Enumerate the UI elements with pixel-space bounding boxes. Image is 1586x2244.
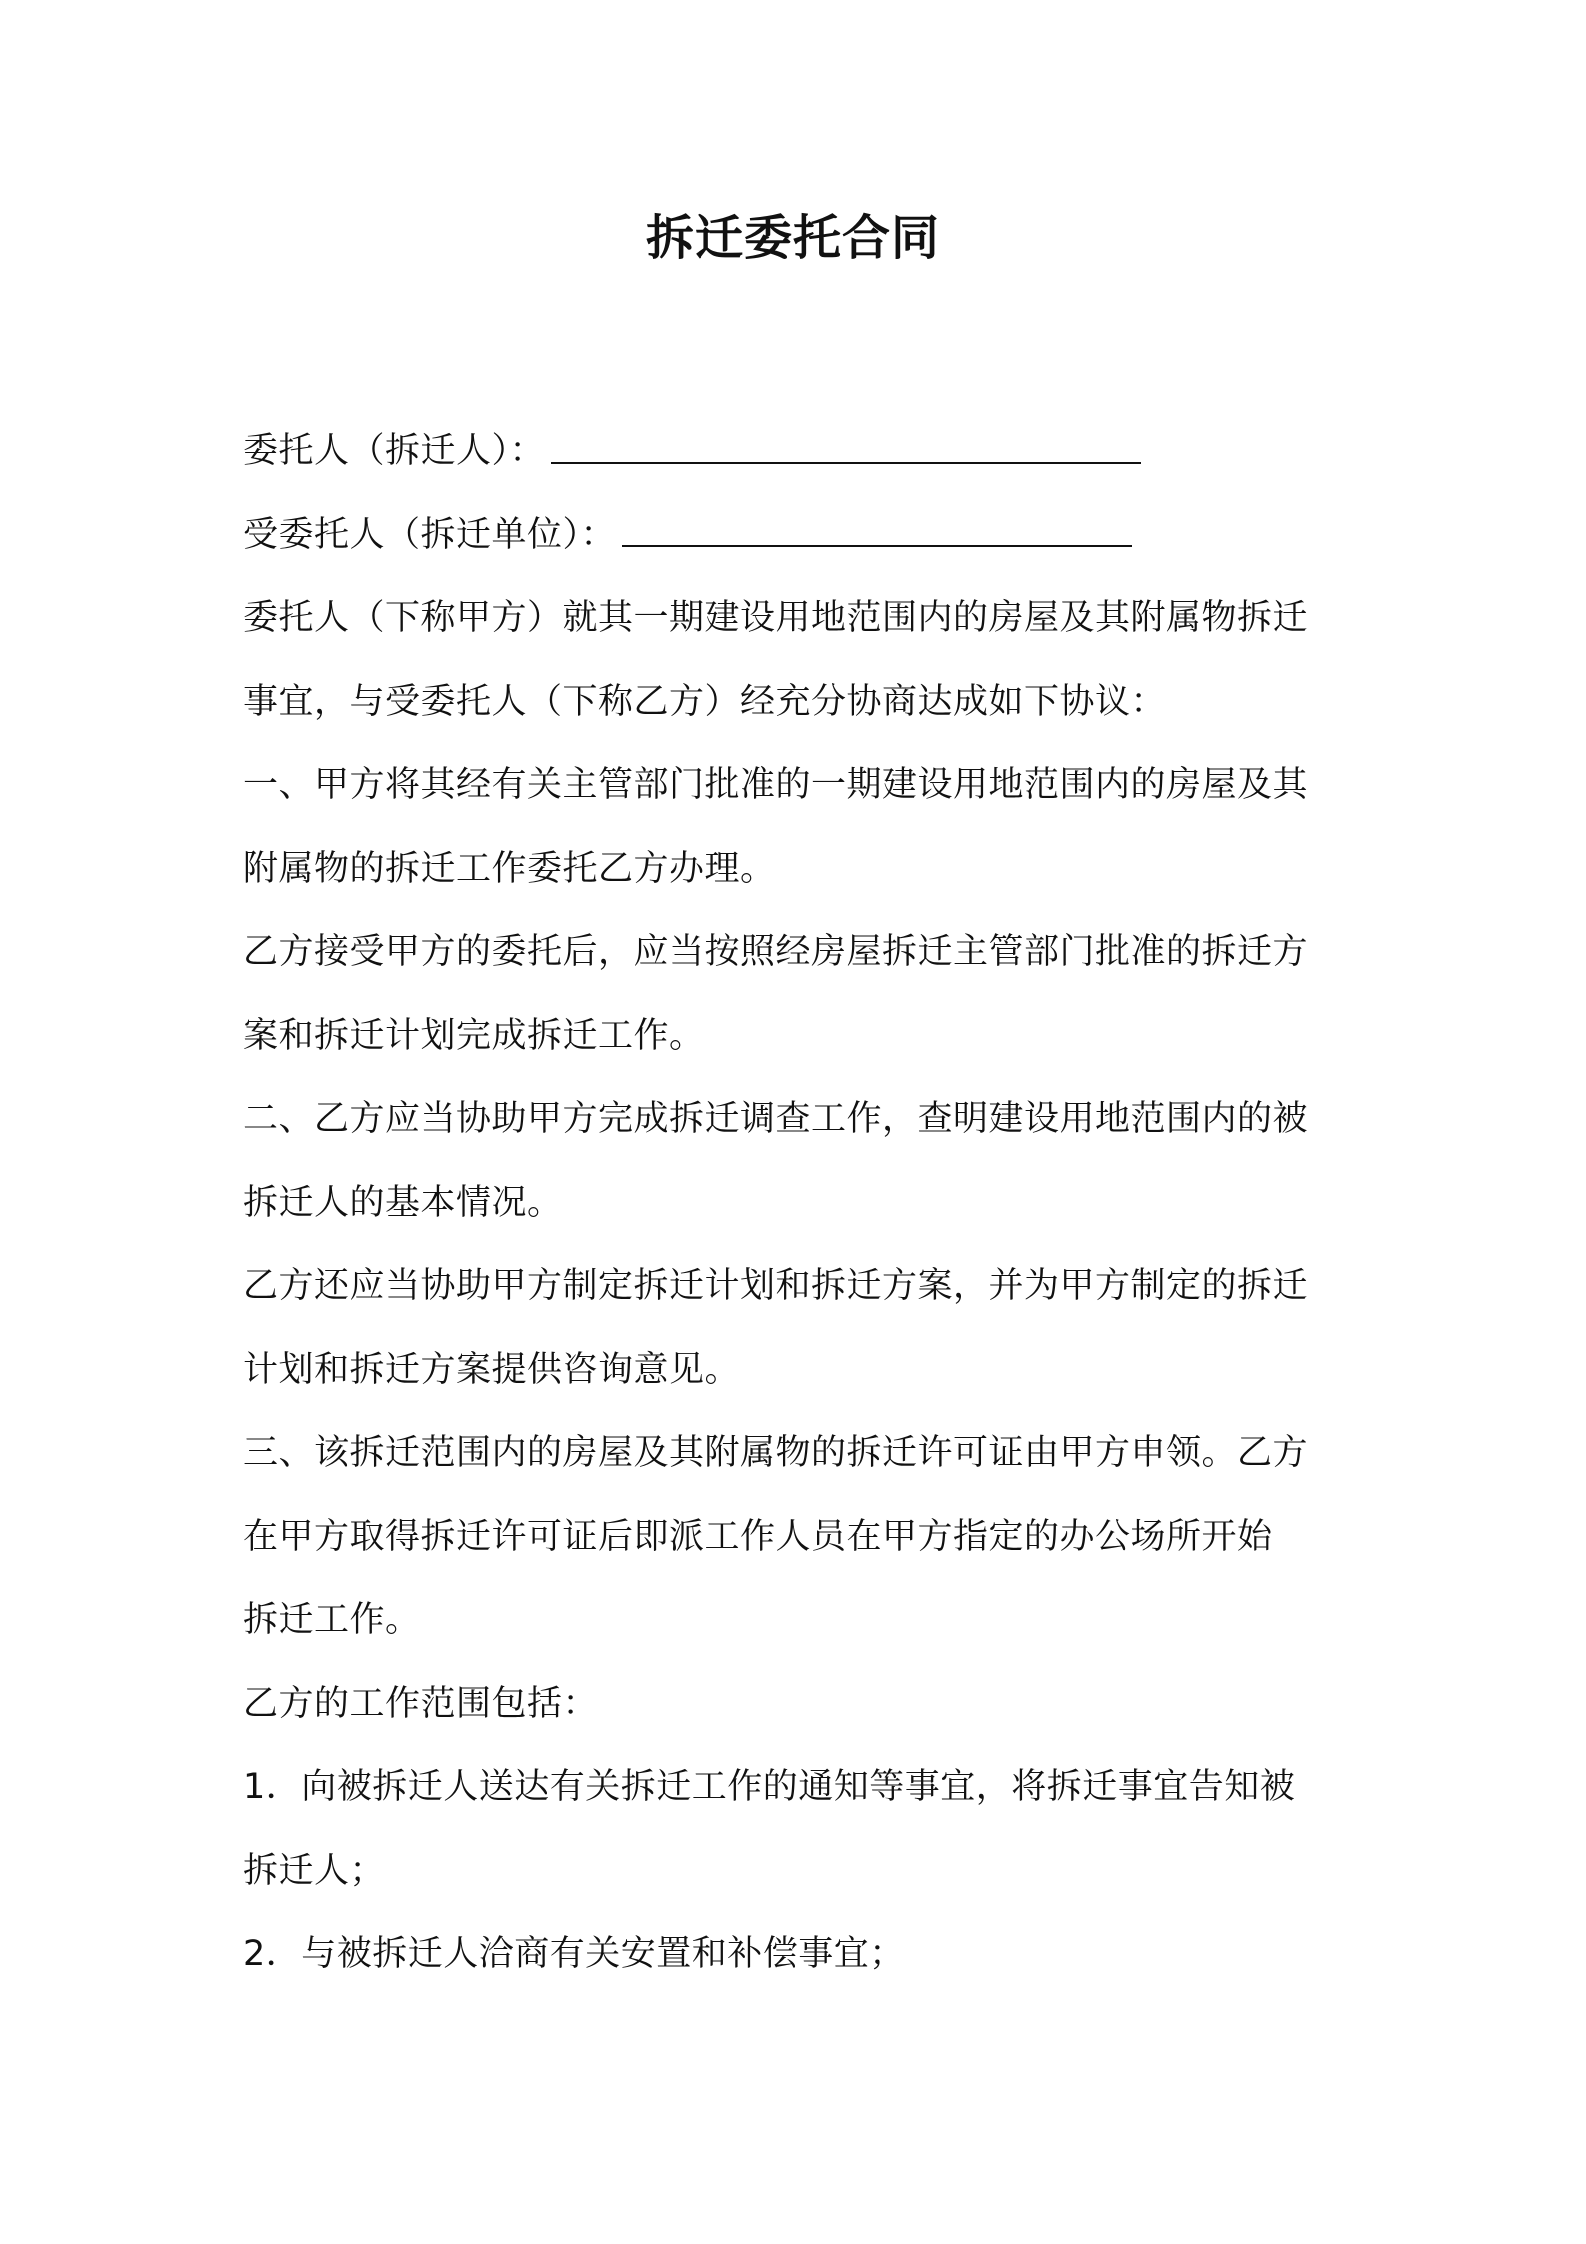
paragraph-line: 一、甲方将其经有关主管部门批准的一期建设用地范围内的房屋及其 <box>243 765 1309 805</box>
agent-blank <box>622 510 1132 547</box>
document-title: 拆迁委托合同 <box>645 210 940 266</box>
paragraph-line: 拆迁人； <box>243 1850 386 1891</box>
paragraph-line: 乙方的工作范围包括： <box>243 1683 599 1724</box>
paragraph-line: 案和拆迁计划完成拆迁工作。 <box>243 1015 705 1056</box>
paragraph-line: 乙方还应当协助甲方制定拆迁计划和拆迁方案，并为甲方制定的拆迁 <box>243 1266 1309 1306</box>
principal-label: 委托人（拆迁人）： <box>243 431 546 471</box>
paragraph-line: 委托人（下称甲方）就其一期建设用地范围内的房屋及其附属物拆迁 <box>243 598 1309 638</box>
agent-label: 受委托人（拆迁单位）： <box>243 514 617 555</box>
paragraph-line: 事宜，与受委托人（下称乙方）经充分协商达成如下协议： <box>243 681 1167 722</box>
agent-field-line <box>243 494 1355 578</box>
paragraph-line: 1．向被拆迁人送达有关拆迁工作的通知等事宜，将拆迁事宜告知被 <box>243 1767 1296 1807</box>
paragraph-line: 拆迁人的基本情况。 <box>243 1182 563 1223</box>
document-body <box>243 410 1355 1997</box>
paragraph-line: 附属物的拆迁工作委托乙方办理。 <box>243 848 776 889</box>
paragraph-line: 计划和拆迁方案提供咨询意见。 <box>243 1349 741 1390</box>
paragraph-line: 2．与被拆迁人洽商有关安置和补偿事宜； <box>243 1934 905 1974</box>
paragraph-line: 拆迁工作。 <box>243 1600 421 1640</box>
paragraph-line: 在甲方取得拆迁许可证后即派工作人员在甲方指定的办公场所开始 <box>243 1516 1273 1557</box>
principal-blank <box>551 427 1141 464</box>
paragraph-line: 三、该拆迁范围内的房屋及其附属物的拆迁许可证由甲方申领。乙方 <box>243 1433 1309 1473</box>
paragraph-line: 二、乙方应当协助甲方完成拆迁调查工作，查明建设用地范围内的被 <box>243 1099 1309 1139</box>
paragraph-line: 乙方接受甲方的委托后，应当按照经房屋拆迁主管部门批准的拆迁方 <box>243 932 1309 972</box>
principal-field-line <box>243 410 1355 494</box>
